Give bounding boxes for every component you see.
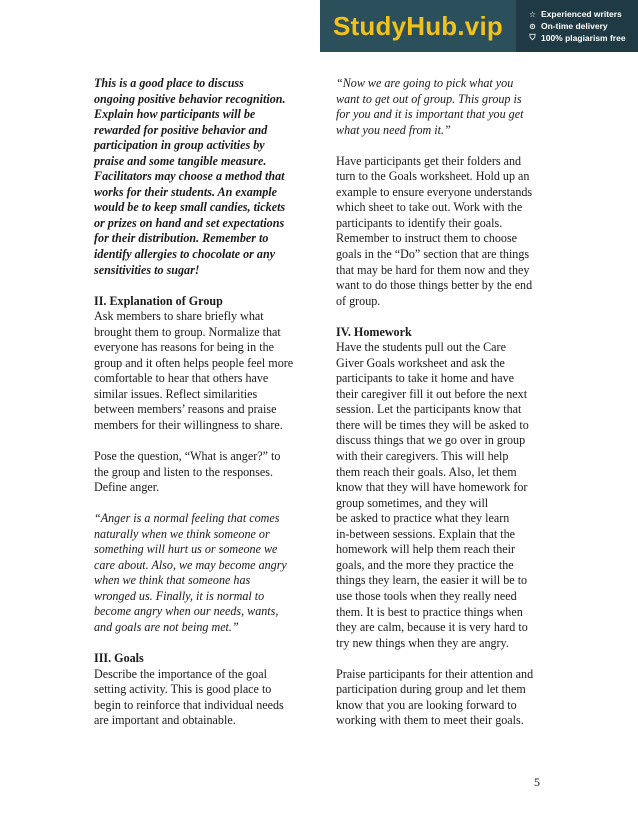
text-line: know that you are looking forward to — [336, 697, 517, 712]
text-line: session. Let the participants know that — [336, 402, 522, 417]
text-line: Define anger. — [94, 480, 160, 495]
text-line: what you need from it.” — [336, 122, 451, 137]
text-line: with their caregivers. This will help — [336, 449, 509, 464]
text-line: praise and some tangible measure. — [94, 153, 267, 168]
text-line: of group. — [336, 293, 381, 308]
left-column — [94, 76, 310, 729]
praise-paragraph — [336, 667, 548, 729]
text-line: or prizes on hand and set expectations — [94, 215, 285, 230]
text-line: Have the students pull out the Care — [336, 340, 506, 355]
section-heading-homework: IV. Homework — [336, 324, 412, 339]
text-line: wronged us. Finally, it is normal to — [94, 588, 265, 603]
feature-on-time-delivery — [528, 21, 638, 31]
text-line: for their distribution. Remember to — [94, 231, 269, 246]
text-line: Remember to instruct them to choose — [336, 231, 518, 246]
group-goal-quote — [336, 76, 548, 138]
text-line: rewarded for positive behavior and — [94, 122, 268, 137]
text-line: something will hurt us or someone we — [94, 542, 278, 557]
text-line: members for their willingness to share. — [94, 417, 283, 432]
text-line: Giver Goals worksheet and ask the — [336, 355, 505, 370]
text-line: This is a good place to discuss — [94, 76, 244, 90]
text-line: group sometimes, and they will — [336, 495, 489, 510]
text-line: in-between sessions. Explain that the — [336, 526, 516, 541]
text-line: participants to take it home and have — [336, 371, 514, 386]
text-line: between members’ reasons and praise — [94, 402, 277, 417]
text-line: become angry when our needs, wants, — [94, 604, 279, 619]
text-line: works for their students. An example — [94, 184, 278, 199]
studyhub-banner[interactable] — [320, 0, 638, 52]
text-line: want to do those things better by the end — [336, 278, 533, 293]
shield-icon: ⛉ — [529, 33, 536, 42]
text-line: goals, and the more they practice the — [336, 557, 514, 572]
studyhub-logo[interactable] — [320, 0, 516, 52]
text-line: brought them to group. Normalize that — [94, 324, 281, 339]
text-line: sensitivities to sugar! — [94, 262, 200, 277]
feature-label: 100% plagiarism free — [541, 33, 626, 43]
homework-body — [336, 340, 548, 651]
feature-experienced-writers — [528, 9, 638, 19]
goals-body — [94, 667, 310, 729]
explanation-body — [94, 309, 310, 433]
text-line: that may be hard for them now and they — [336, 262, 530, 277]
text-line: Explain how participants will be — [94, 107, 256, 122]
text-line: things they learn, the easier it will be to — [336, 573, 528, 588]
text-line: for you and it is important that you get — [336, 107, 524, 122]
feature-label: Experienced writers — [541, 9, 622, 19]
text-line: the group and listen to the responses. — [94, 464, 274, 479]
text-line: be asked to practice what they learn — [336, 511, 510, 526]
text-line: identify allergies to chocolate or any — [94, 247, 276, 262]
text-line: begin to reinforce that individual needs — [94, 697, 284, 712]
text-line: “Now we are going to pick what you — [336, 76, 514, 90]
text-line: “Anger is a normal feeling that comes — [94, 511, 280, 526]
text-line: goals in the “Do” section that are things — [336, 246, 530, 261]
text-line: example to ensure everyone understands — [336, 184, 533, 199]
text-line: use those tools when they really need — [336, 588, 517, 603]
text-line: Ask members to share briefly what — [94, 309, 264, 324]
text-line: their caregiver fill it out before the next — [336, 386, 528, 401]
text-line: comfortable to hear that others have — [94, 371, 269, 386]
text-line: when we think that someone has — [94, 573, 251, 588]
star-icon: ☆ — [528, 9, 537, 19]
clock-icon: ⊙ — [529, 21, 536, 31]
text-line: care about. Also, we may become angry — [94, 557, 287, 572]
feature-label: On-time delivery — [541, 21, 608, 31]
text-line: Facilitators may choose a method that — [94, 169, 285, 184]
text-line: want to get out of group. This group is — [336, 91, 522, 106]
text-line: would be to keep small candies, tickets — [94, 200, 286, 215]
goals-instructions — [336, 154, 548, 309]
text-line: similar issues. Reflect similarities — [94, 386, 258, 401]
anger-definition-quote — [94, 511, 310, 635]
text-line: ongoing positive behavior recognition. — [94, 91, 286, 106]
text-line: them reach their goals. Also, let them — [336, 464, 517, 479]
text-line: know that they will have homework for — [336, 480, 528, 495]
text-line: turn to the Goals worksheet. Hold up an — [336, 169, 530, 184]
text-line: and goals are not being met.” — [94, 620, 239, 634]
text-line: setting activity. This is good place to — [94, 682, 272, 697]
feature-plagiarism-free — [528, 33, 638, 43]
text-line: Have participants get their folders and — [336, 153, 522, 168]
section-heading-goals: III. Goals — [94, 651, 144, 666]
text-line: participation in group activities by — [94, 138, 265, 153]
text-line: discuss things that we go over in group — [336, 433, 526, 448]
text-line: they are calm, because it is very hard to — [336, 620, 528, 635]
text-line: group and it often helps people feel more — [94, 355, 294, 370]
text-line: participants to identify their goals. — [336, 215, 503, 230]
intro-note — [94, 76, 310, 278]
anger-question — [94, 449, 310, 496]
section-heading-explanation: II. Explanation of Group — [94, 293, 223, 308]
text-line: homework will help them reach their — [336, 542, 515, 557]
feature-list — [516, 0, 638, 52]
text-line: Pose the question, “What is anger?” to — [94, 449, 281, 464]
text-line: working with them to meet their goals. — [336, 713, 524, 728]
text-line: naturally when we think someone or — [94, 526, 270, 541]
text-line: them. It is best to practice things when — [336, 604, 523, 619]
text-line: participation during group and let them — [336, 682, 526, 697]
text-line: everyone has reasons for being in the — [94, 340, 275, 355]
logo-text: StudyHub.vip — [333, 10, 503, 41]
text-line: Describe the importance of the goal — [94, 666, 267, 681]
text-line: Praise participants for their attention and — [336, 666, 534, 681]
right-column — [336, 76, 548, 729]
text-line: try new things when they are angry. — [336, 635, 509, 650]
text-line: are important and obtainable. — [94, 713, 236, 728]
text-line: there will be times they will be asked to — [336, 417, 529, 432]
text-line: which sheet to take out. Work with the — [336, 200, 523, 215]
page-number: 5 — [534, 775, 540, 789]
